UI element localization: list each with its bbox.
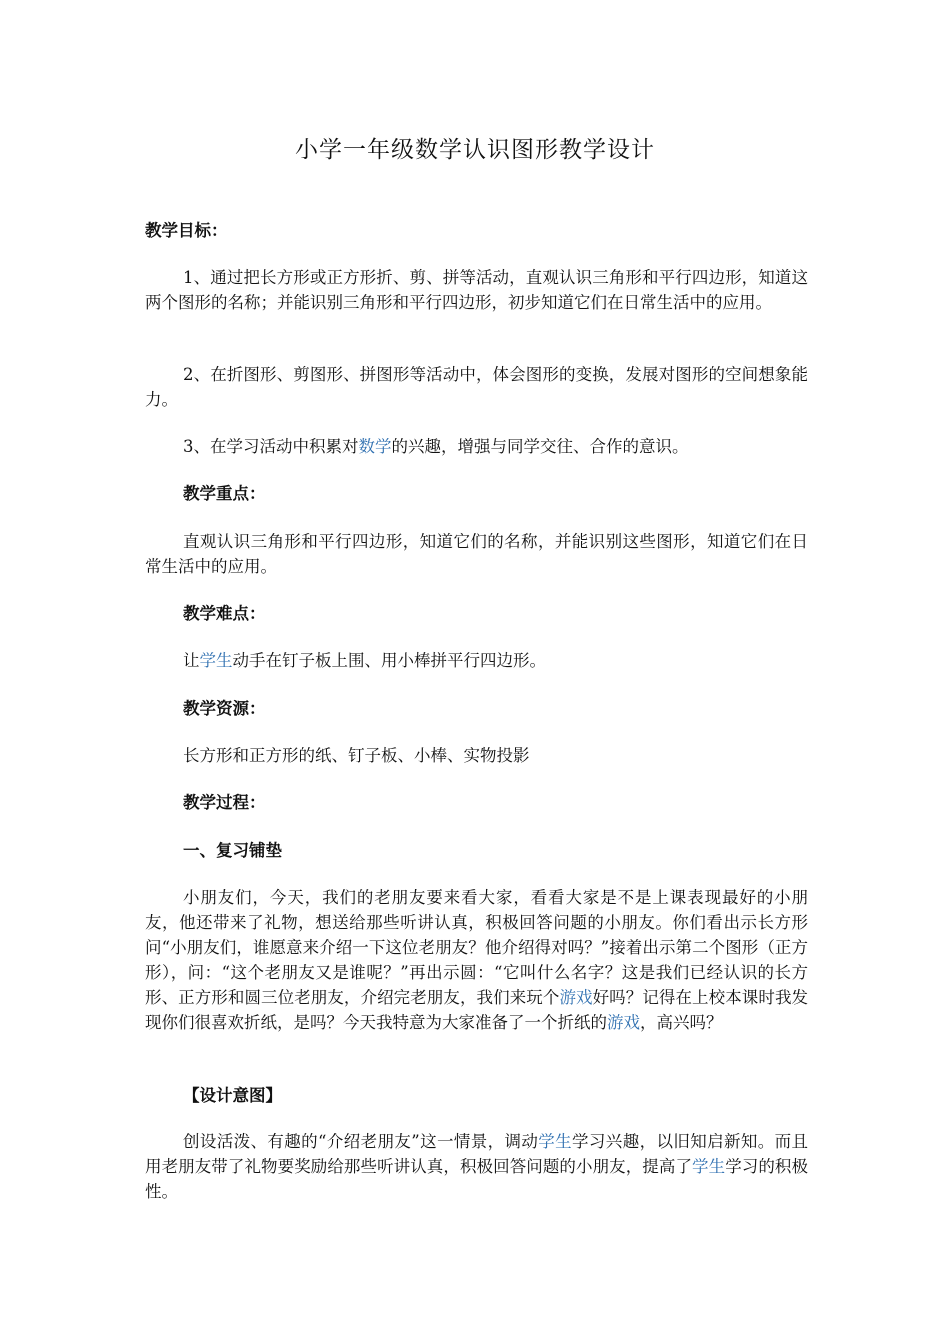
goal-paragraph-3 (145, 434, 808, 459)
key-points-paragraph: 直观认识三角形和平行四边形，知道它们的名称，并能识别这些图形，知道它们在日常生活中的应用。 (145, 532, 808, 576)
section-review-heading: 一、复习铺垫 (183, 841, 282, 860)
game-link[interactable]: 游戏 (559, 988, 593, 1007)
game-link[interactable]: 游戏 (607, 1013, 640, 1032)
document-title: 小学一年级数学认识图形教学设计 (295, 137, 655, 163)
goal3-text-part1: 3、在学习活动中积累对 (183, 437, 359, 456)
design-intent-paragraph (145, 1129, 808, 1204)
resources-heading: 教学资源： (183, 699, 266, 718)
design-text-part2: 学习兴趣，以旧知启新知。而且用老朋友带了礼物要奖励给那些听讲认真，积极回答问题的小朋友，提高了 (145, 1132, 809, 1176)
student-link[interactable]: 学生 (692, 1157, 726, 1176)
section-review-paragraph (145, 885, 808, 1035)
process-heading: 教学过程： (183, 793, 266, 812)
difficulty-heading: 教学难点： (183, 604, 266, 623)
difficulty-paragraph (145, 648, 808, 673)
section1-text-part2: 好吗？记得在上校本课时我发现你们很喜欢折纸，是吗？今天我特意为大家准备了一个折纸的 (145, 988, 809, 1032)
math-link[interactable]: 数学 (358, 437, 392, 456)
goal-paragraph-2: 2、在折图形、剪图形、拼图形等活动中，体会图形的变换，发展对图形的空间想象能力。 (145, 365, 808, 409)
student-link[interactable]: 学生 (538, 1132, 573, 1151)
difficulty-text-part1: 让 (183, 651, 200, 670)
goal3-text-part2: 的兴趣，增强与同学交往、合作的意识。 (391, 437, 689, 456)
goals-heading: 教学目标： (145, 221, 228, 240)
key-points-heading: 教学重点： (183, 484, 266, 503)
design-text-part1: 创设活泼、有趣的“介绍老朋友”这一情景，调动 (183, 1132, 539, 1151)
section1-text-part1: 小朋友们，今天，我们的老朋友要来看大家，看看大家是不是上课表现最好的小朋友，他还带来了礼物，想送给那些听讲认真，积极回答问题的小朋友。你们看出示长方形问“小朋友们，谁愿意来介绍一下这位老朋友？他介绍得对吗？”接着出示第二个图形（正方形），问：“这个老朋友又是谁呢？”再出示圆：“它叫什么名字？这是我们已经认识的长方形、正方形和圆三位老朋友，介绍完老朋友，我们来玩个 (145, 888, 808, 1007)
resources-paragraph: 长方形和正方形的纸、钉子板、小棒、实物投影 (183, 746, 530, 765)
design-text-part3: 学习的积极性。 (145, 1157, 809, 1201)
section1-text-part3: ，高兴吗？ (640, 1013, 723, 1032)
difficulty-text-part2: 动手在钉子板上围、用小棒拼平行四边形。 (232, 651, 546, 670)
design-intent-heading: 【设计意图】 (183, 1086, 282, 1105)
student-link[interactable]: 学生 (199, 651, 233, 670)
goal-paragraph-1: 1、通过把长方形或正方形折、剪、拼等活动，直观认识三角形和平行四边形，知道这两个图形的名称；并能识别三角形和平行四边形，初步知道它们在日常生活中的应用。 (145, 268, 808, 312)
